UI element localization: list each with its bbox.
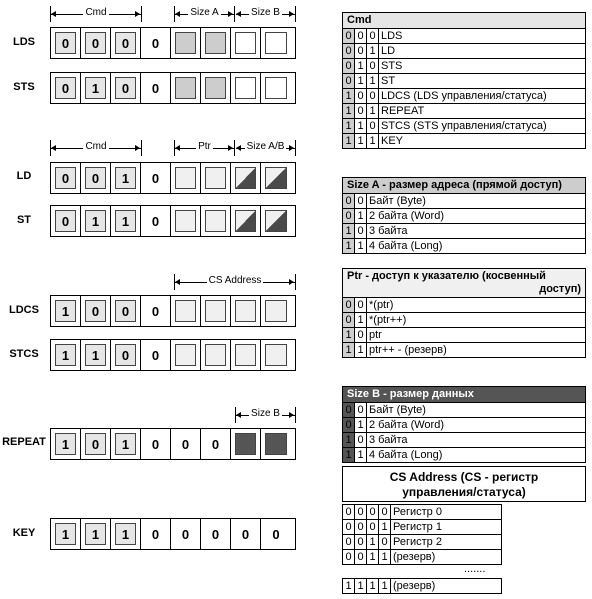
size-ab-bit	[265, 167, 287, 189]
cs-bit	[175, 300, 196, 322]
zero-bit: 0	[181, 526, 190, 542]
header-cmd-1: Cmd	[50, 4, 142, 24]
cmd-bit: 1	[85, 77, 106, 99]
cmd-bit: 0	[115, 77, 136, 99]
size-a-bit	[175, 77, 196, 99]
row-label-ldcs: LDCS	[9, 304, 39, 316]
ptr-bit	[175, 167, 196, 189]
cmd-desc: STS	[381, 60, 403, 72]
cs-address-table: 0 0 0 0 Регистр 0 0 0 0 1 Регистр 1 0 0 1 0 Регистр 2 0 0 1 1 (резерв)	[342, 504, 502, 565]
ptr-desc: ptr++ - (резерв)	[369, 344, 447, 356]
size-a-desc: 3 байта	[369, 225, 408, 237]
size-a-table: Size A - размер адреса (прямой доступ) 0 0 Байт (Byte) 0 1 2 байта (Word) 1 0 3 байта 1 1 4 байта (Long)	[342, 177, 586, 254]
size-a-bit	[205, 77, 226, 99]
ptr-table: Ptr - доступ к указателю (косвенный доступ) 0 0 *(ptr) 0 1 *(ptr++) 1 0 ptr 1 1 ptr++ - (резерв)	[342, 268, 586, 358]
cmd-bit: 1	[115, 523, 136, 545]
size-a-bit	[175, 32, 196, 54]
cmd-bit: 0	[55, 167, 76, 189]
size-a-table-title: Size A - размер адреса (прямой доступ)	[343, 178, 585, 194]
cs-address-title-box	[342, 466, 586, 502]
row-label-lds: LDS	[13, 36, 35, 48]
zero-bit: 0	[241, 526, 250, 542]
size-b-desc: 4 байта (Long)	[369, 449, 443, 461]
size-ab-bit	[235, 210, 256, 232]
zero-bit: 0	[181, 436, 190, 452]
size-b-bit	[235, 32, 256, 54]
size-b-desc: 2 байта (Word)	[369, 419, 444, 431]
cmd-desc: LDS	[381, 30, 403, 42]
header-size-b: Size B	[235, 4, 296, 24]
size-b-bit	[235, 77, 256, 99]
cmd-bit: 1	[55, 433, 76, 455]
cmd-bit: 0	[55, 210, 76, 232]
cmd-bit: 1	[55, 344, 76, 366]
cmd-bit: 1	[115, 167, 136, 189]
cmd-bit: 1	[55, 523, 76, 545]
cmd-bit: 1	[85, 523, 106, 545]
zero-bit: 0	[211, 436, 220, 452]
zero-bit: 0	[151, 213, 160, 229]
size-a-desc: Байт (Byte)	[369, 195, 426, 207]
size-a-desc: 2 байта (Word)	[369, 210, 444, 222]
zero-bit: 0	[151, 347, 160, 363]
cmd-bit: 0	[55, 77, 76, 99]
size-b-bit	[235, 433, 256, 455]
cmd-bit: 1	[85, 344, 106, 366]
row-label-key: KEY	[12, 527, 36, 539]
cmd-bit: 0	[115, 32, 136, 54]
zero-bit: 0	[151, 35, 160, 51]
zero-bit: 0	[151, 80, 160, 96]
header-cmd-2: Cmd	[50, 138, 142, 158]
cmd-desc: ST	[381, 75, 396, 87]
zero-bit: 0	[211, 526, 220, 542]
header-ptr: Ptr	[174, 138, 235, 158]
cs-address-title: CS Address (CS - регистр управления/статуса)	[389, 470, 539, 499]
cs-ellipsis: .......	[464, 563, 486, 575]
bitfield-key	[50, 518, 296, 550]
cs-bit	[265, 300, 287, 322]
zero-bit: 0	[272, 526, 280, 542]
bitfield-sts	[50, 72, 296, 104]
row-label-sts: STS	[13, 81, 35, 93]
size-b-bit	[265, 433, 287, 455]
cs-desc: Регистр 1	[393, 521, 442, 533]
cs-address-last-row: 1 1 1 1 (резерв)	[342, 578, 502, 594]
bitfield-stcs	[50, 339, 296, 371]
ptr-bit	[205, 167, 226, 189]
cmd-desc: STCS (STS управления/статуса)	[381, 120, 547, 132]
cs-bit	[205, 344, 226, 366]
cs-desc: Регистр 2	[393, 536, 442, 548]
bitfield-repeat	[50, 428, 296, 460]
size-ab-bit	[235, 167, 256, 189]
row-label-repeat: REPEAT	[2, 436, 46, 448]
row-label-stcs: STCS	[9, 348, 39, 360]
bitfield-st	[50, 205, 296, 237]
cs-desc: Регистр 0	[393, 506, 442, 518]
header-cs-address: CS Address	[174, 272, 296, 292]
cs-bit	[235, 344, 256, 366]
cmd-bit: 0	[85, 433, 106, 455]
cmd-bit: 1	[55, 300, 76, 322]
cmd-bit: 1	[115, 433, 136, 455]
cmd-bit: 0	[85, 300, 106, 322]
cmd-bit: 1	[115, 210, 136, 232]
bitfield-ld	[50, 162, 296, 194]
cmd-desc: LD	[381, 45, 396, 57]
bitfield-lds	[50, 27, 296, 59]
cmd-bit: 0	[55, 32, 76, 54]
header-size-a: Size A	[174, 4, 235, 24]
size-a-bit	[205, 32, 226, 54]
cmd-desc: LDCS (LDS управления/статуса)	[381, 90, 547, 102]
cs-bit	[205, 300, 226, 322]
row-label-ld: LD	[16, 170, 32, 182]
cs-bit	[175, 344, 196, 366]
size-b-bit	[265, 32, 287, 54]
cmd-bit: 0	[115, 344, 136, 366]
zero-bit: 0	[151, 303, 160, 319]
size-b-desc: 3 байта	[369, 434, 408, 446]
zero-bit: 0	[151, 526, 160, 542]
cs-bit	[265, 344, 287, 366]
size-b-table: Size B - размер данных 0 0 Байт (Byte) 0 1 2 байта (Word) 1 0 3 байта 1 1 4 байта (Long)	[342, 386, 586, 463]
row-label-st: ST	[16, 214, 32, 226]
ptr-bit	[175, 210, 196, 232]
cmd-bit: 0	[85, 32, 106, 54]
header-size-b-repeat: Size B	[235, 405, 296, 425]
cmd-table: Cmd 0 0 0 LDS 0 0 1 LD 0 1 0 STS 0 1 1 ST 1 0 0 LDCS (LDS управления/статуса) 1 0 1 REPEAT 1 1 0 STCS (STS управления/статуса) 1 1 1 KEY	[342, 12, 586, 149]
ptr-desc: *(ptr++)	[369, 314, 407, 326]
size-ab-bit	[265, 210, 287, 232]
cmd-bit: 1	[85, 210, 106, 232]
cs-desc: (резерв)	[393, 551, 436, 563]
cmd-desc: KEY	[381, 135, 404, 147]
cmd-desc: REPEAT	[381, 105, 425, 117]
ptr-desc: *(ptr)	[369, 299, 394, 311]
ptr-table-title: Ptr - доступ к указателю (косвенный доступ)	[343, 269, 585, 298]
zero-bit: 0	[151, 170, 160, 186]
size-b-desc: Байт (Byte)	[369, 404, 426, 416]
cmd-bit: 0	[85, 167, 106, 189]
cs-desc: (резерв)	[393, 580, 436, 592]
cs-bit	[235, 300, 256, 322]
cmd-table-title: Cmd	[343, 13, 585, 29]
size-b-bit	[265, 77, 287, 99]
header-size-ab: Size A/B	[235, 138, 296, 158]
bitfield-ldcs	[50, 295, 296, 327]
size-a-desc: 4 байта (Long)	[369, 240, 443, 252]
size-b-table-title: Size B - размер данных	[343, 387, 585, 403]
ptr-desc: ptr	[369, 329, 382, 341]
ptr-bit	[205, 210, 226, 232]
cmd-bit: 0	[115, 300, 136, 322]
zero-bit: 0	[151, 436, 160, 452]
